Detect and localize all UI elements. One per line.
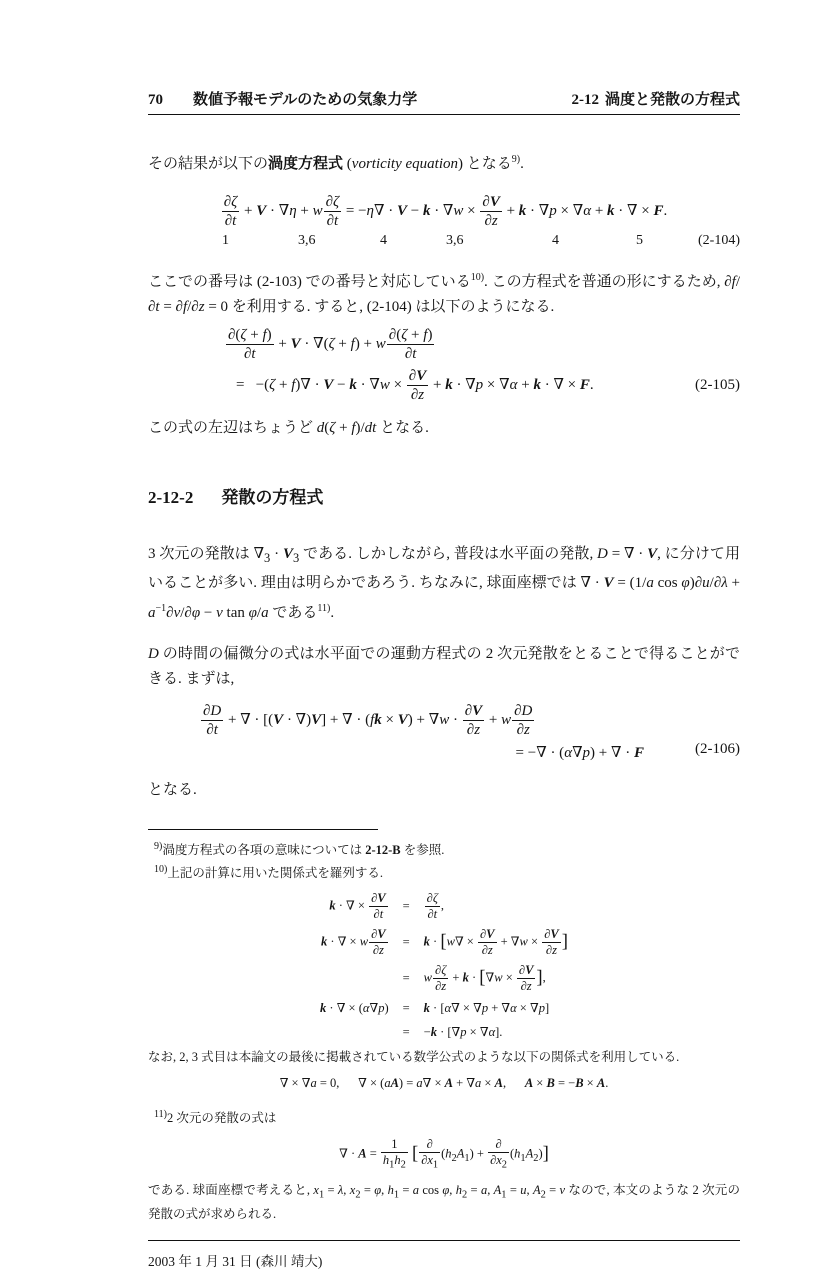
header-section-number: 2-12 [571, 92, 599, 108]
equation-rhs: w $\frac{\partial\zeta}{\partial z}$ + k · [∇w × $\frac{\partial V}{\partial z}$ ], [423, 963, 546, 994]
equation-number: (2-106) [695, 741, 740, 757]
footnote-marker: 11) [154, 1109, 167, 1121]
term-label: 1 [222, 233, 229, 248]
equation-lhs: k · ∇ × (α∇p) [320, 1001, 389, 1016]
equation-line: $\frac{\partial D}{\partial t}$ + ∇ · [(V · ∇)V] + ∇ · (fk × V) + ∇w · $\frac{\partial V}{\partial z}$ + w $\frac{\partial D}{\partial z}$ [203, 703, 533, 738]
footnote-10 [148, 860, 740, 883]
term-label: 5 [636, 233, 643, 248]
math-identities: ∇ × ∇a = 0, ∇ × (aA) = a∇ × A + ∇a × A, A × B = −B × A. [279, 1076, 609, 1091]
footnote-9 [148, 837, 740, 860]
equation-relation: = [402, 1025, 410, 1040]
footnote-11 [148, 1105, 740, 1128]
equation-2-105 [148, 326, 740, 404]
term-label: 3,6 [298, 233, 316, 248]
term-label: 4 [552, 233, 559, 248]
page-number: 70 [148, 92, 163, 108]
equation-relation: = [402, 899, 410, 914]
equation-number: (2-105) [695, 377, 740, 393]
footnote-text: 上記の計算に用いた関係式を羅列する. [167, 866, 383, 881]
heading-title: 発散の方程式 [221, 488, 324, 507]
term-label: 4 [380, 233, 387, 248]
equation-rhs: k · [α∇ × ∇p + ∇α × ∇p] [423, 1001, 550, 1016]
book-title: 数値予報モデルのための気象力学 [193, 91, 418, 108]
page-footer-date-author: 2003 年 1 月 31 日 (森川 靖大) [148, 1253, 323, 1269]
header-section-title: 渦度と発散の方程式 [604, 91, 740, 108]
page-content [148, 0, 740, 1270]
footer-rule [148, 1240, 740, 1241]
equation-2-106 [148, 702, 740, 762]
footnote-11-outro: である. 球面座標で考えると, $x_1 = \lambda$, $x_2 = \varphi$, $h_1 = a$ cos φ, $h_2 = a$, $A_1 = u$, $A_2 = v$ なので, 本文のような 2 次元の発散の式が求められる. [148, 1183, 741, 1221]
paragraph-numbers-correspond: ここでの番号は (2-103) での番号と対応している$^{10)}$. この方程式を普通の形にするため, ∂f/∂t = ∂f/∂z = 0 を利用する. すると, (2-104) は以下のようになる. [148, 272, 740, 315]
term-label: 3,6 [446, 233, 464, 248]
paragraph-d-derivative: D の時間の偏微分の式は水平面での運動方程式の 2 次元発散をとることで得ることができる. まずは, [148, 646, 740, 687]
footnote-text: 2 次元の発散の式は [166, 1111, 277, 1126]
equation-line: = −(ζ + f)∇ · V − k · ∇w × $\frac{\partial V}{\partial z}$ + k · ∇p × ∇α + k · ∇ × F. [236, 368, 594, 403]
footnote-10-equations [148, 891, 740, 1042]
equation-relation: = [402, 971, 410, 986]
equation-rhs: $\frac{\partial\zeta}{\partial t}$ , [426, 891, 445, 922]
equation-2-104-body: $\frac{\partial\zeta}{\partial t}$ + V · ∇η + w $\frac{\partial\zeta}{\partial t}$ = −η∇ · V − k · ∇w × $\frac{\partial V}{\partial z}$ + k · ∇p × ∇α + k · ∇ × F. [223, 194, 668, 229]
equation-line: $\frac{\partial(\zeta + f)}{\partial t}$ + V · ∇(ζ + f) + w $\frac{\partial(\zeta + f)}{\partial t}$ [228, 327, 433, 362]
page-header [148, 0, 740, 115]
footnote-marker: 10) [154, 864, 168, 876]
equation-relation: = [402, 1001, 410, 1016]
header-left [148, 88, 417, 109]
equation-lhs: k · ∇ × $\frac{\partial V}{\partial t}$ [329, 891, 386, 922]
equation-relation: = [402, 935, 410, 950]
equation-rhs: −k · [∇p × ∇α]. [423, 1025, 503, 1040]
header-section-ref [571, 88, 740, 109]
equation-line: = −∇ · (α∇p) + ∇ · F [515, 745, 644, 761]
footnote-text: 渦度方程式の各項の意味については 2-12-B を参照. [162, 843, 445, 858]
footnote-separator [148, 829, 378, 830]
paragraph-tonaru: となる. [148, 782, 197, 798]
paragraph-left-hand-side: この式の左辺はちょうど d(ζ + f)/dt となる. [148, 420, 429, 436]
equation-lhs: k · ∇ × w $\frac{\partial V}{\partial z}$ [321, 927, 386, 958]
equation-number: (2-104) [698, 233, 740, 248]
equation-2-104 [148, 193, 740, 253]
paragraph-3d-divergence: 3 次元の発散は $\nabla_3 \cdot V_3$ である. しかしながら, 普段は水平面の発散, D = ∇ · V, に分けて用いることが多い. 理由は明らかであろう. ちなみに, 球面座標では ∇ · V = (1/a $\cos \varphi)\partial u/\partial\lambda + a^{-1}\partial v/\partial\varphi - v$ tan φ/a である$^{11)}$. [148, 546, 741, 621]
section-heading [148, 483, 740, 508]
heading-number: 2-12-2 [148, 488, 194, 507]
equation-rhs: k · [w∇ × $\frac{\partial V}{\partial z}$ + ∇w × $\frac{\partial V}{\partial z}$ ] [423, 927, 568, 958]
footnotes [148, 829, 740, 1224]
intro-paragraph: その結果が以下の渦度方程式 (vorticity equation) となる$^{9)}$. [148, 154, 524, 172]
equation-2-104-term-labels [148, 233, 740, 253]
footnote-11-formula: ∇ · A = $\frac{1}{h_1h_2}$ [ ∂ $\partial x_1$ $(h_2A_1)$ + ∂ $\partial x_2$ $(h_1A_2)$] [339, 1137, 549, 1171]
footnote-10-note: なお, 2, 3 式目は本論文の最後に掲載されている数学公式のような以下の関係式を利用している. [148, 1050, 680, 1065]
footnote-marker: 9) [154, 841, 163, 852]
